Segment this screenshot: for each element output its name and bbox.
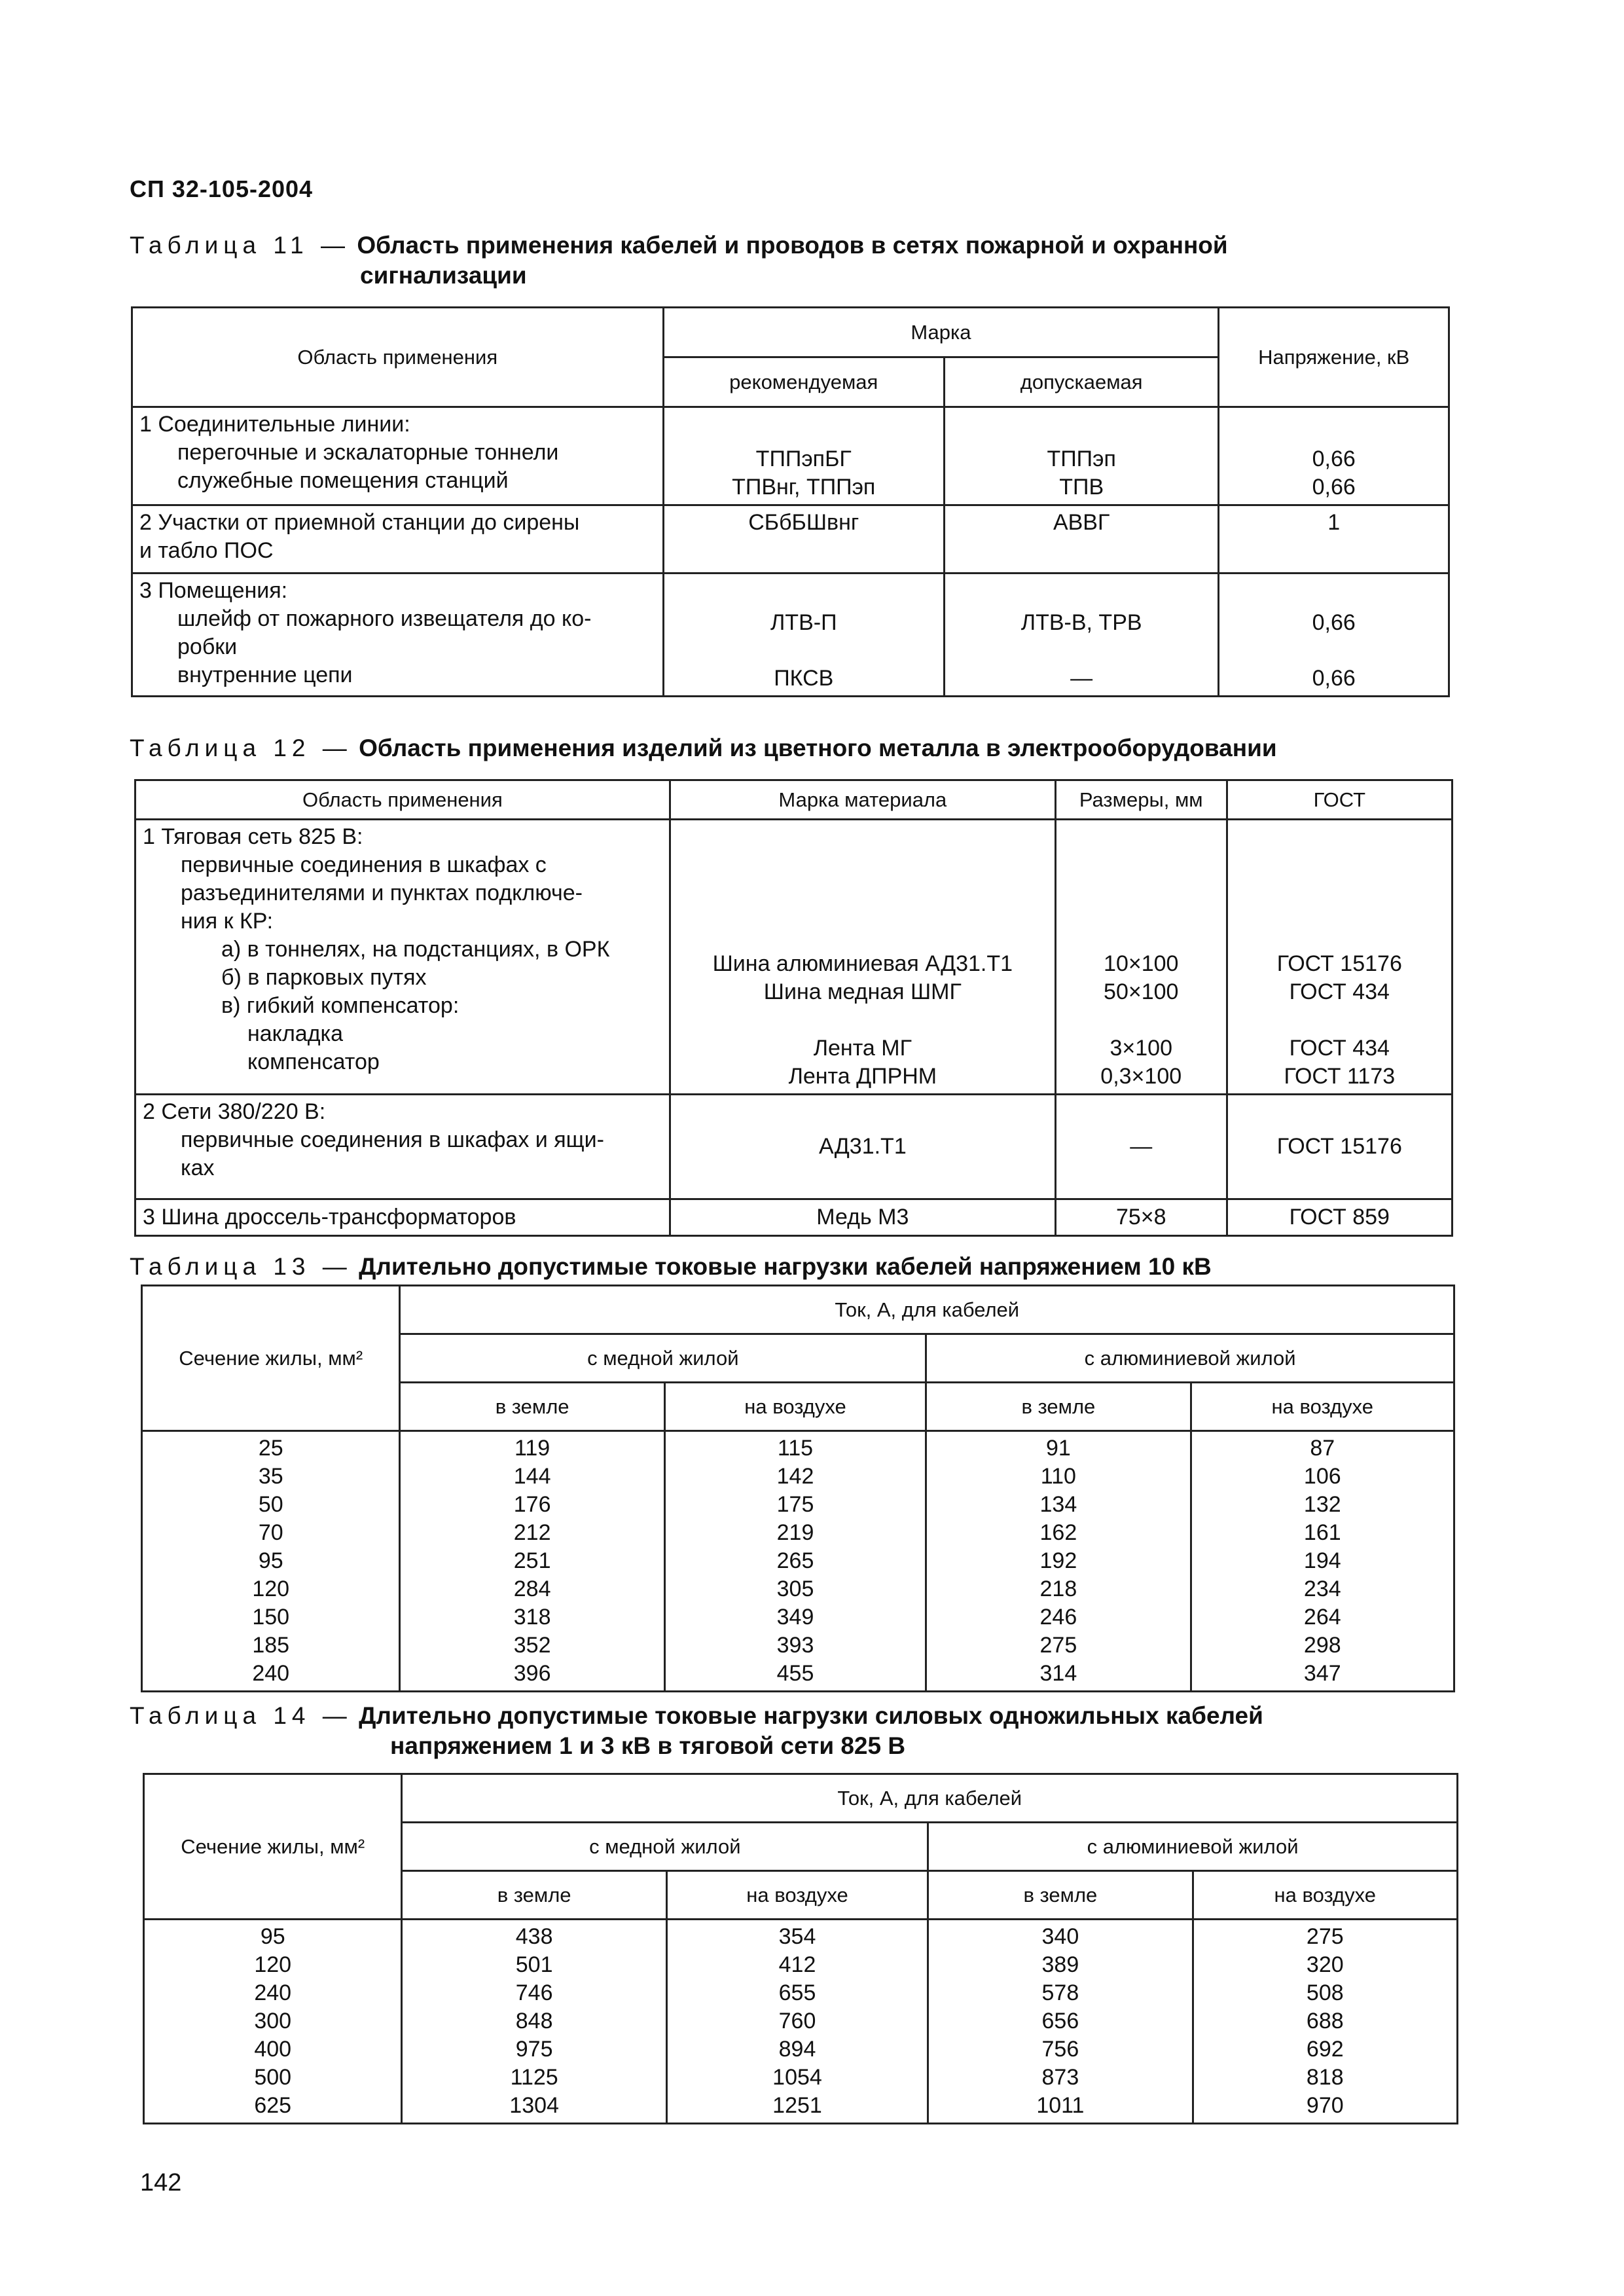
- table-cell-value: 95: [258, 1548, 283, 1573]
- cell-text: 1: [1219, 505, 1449, 574]
- t14-header-al-ground: в земле: [928, 1871, 1193, 1920]
- table-14-title: Длительно допустимые токовые нагрузки силовых одножильных кабелей: [359, 1702, 1263, 1729]
- table-14-label: Таблица 14 —: [130, 1702, 352, 1729]
- table-cell-value: 194: [1303, 1548, 1341, 1573]
- t12-header-size: Размеры, мм: [1055, 780, 1227, 820]
- table-cell-value: 120: [252, 1576, 290, 1601]
- t13-header-al-ground: в земле: [926, 1383, 1191, 1431]
- t13-header-copper: с медной жилой: [400, 1334, 926, 1383]
- cell-text: накладка: [247, 1021, 344, 1046]
- table-11-caption: [130, 230, 1228, 291]
- table-cell-value: 501: [515, 1952, 553, 1977]
- cell-text: 50×100: [1104, 979, 1179, 1004]
- table-14: [143, 1773, 1458, 2124]
- t11-header-area: Область применения: [132, 308, 664, 407]
- cell-text: Шина медная ШМГ: [763, 979, 962, 1004]
- table-11-label: Таблица 11 —: [130, 232, 351, 259]
- cell-text: шлейф от пожарного извещателя до ко-: [177, 606, 592, 631]
- table-cell-value: 818: [1306, 2065, 1344, 2090]
- t12-header-material: Марка материала: [670, 780, 1055, 820]
- table-12-label: Таблица 12 —: [130, 735, 352, 761]
- column-al-ground: [926, 1431, 1191, 1692]
- cell-text: ПКСВ: [774, 666, 834, 691]
- cell-text: 1 Соединительные линии:: [139, 412, 410, 437]
- table-cell-value: 848: [515, 2009, 553, 2033]
- t14-header-cu-ground: в земле: [402, 1871, 666, 1920]
- table-cell-value: 50: [258, 1492, 283, 1517]
- table-cell-value: 318: [513, 1605, 551, 1630]
- cell-text: внутренние цепи: [177, 663, 353, 687]
- cell-text: 0,66: [1312, 446, 1356, 471]
- table-cell-value: 975: [515, 2037, 553, 2062]
- t14-header-al-air: на воздухе: [1193, 1871, 1457, 1920]
- table-13-caption: [130, 1252, 1212, 1282]
- table-13: [141, 1285, 1455, 1692]
- table-cell-value: 91: [1045, 1436, 1071, 1461]
- cell-text: ния к КР:: [181, 909, 274, 934]
- column-cu-air: [666, 1920, 928, 2124]
- table-cell-value: 95: [260, 1924, 285, 1949]
- table-cell-value: 132: [1303, 1492, 1341, 1517]
- cell-text: ках: [181, 1156, 215, 1180]
- table-cell-value: 119: [514, 1436, 550, 1461]
- table-row: [135, 1095, 1453, 1199]
- cell-text: и табло ПОС: [139, 538, 274, 563]
- cell-text: 1 Тяговая сеть 825 В:: [143, 824, 363, 849]
- table-14-title-cont: напряжением 1 и 3 кВ в тяговой сети 825 В: [390, 1732, 906, 1759]
- table-body-row: [142, 1431, 1454, 1692]
- t14-header-cu-air: на воздухе: [666, 1871, 928, 1920]
- table-cell-value: 246: [1039, 1605, 1077, 1630]
- column-al-air: [1193, 1920, 1457, 2124]
- table-cell-value: 1304: [509, 2093, 559, 2118]
- cell-text: 0,66: [1312, 610, 1356, 635]
- cell-text: ГОСТ 859: [1227, 1199, 1452, 1236]
- table-cell-value: 396: [513, 1661, 551, 1686]
- table-cell-value: 284: [513, 1576, 551, 1601]
- cell-text: Лента ДПРНМ: [788, 1064, 937, 1089]
- table-cell-value: 134: [1039, 1492, 1077, 1517]
- table-12-title: Область применения изделий из цветного металла в электрооборудовании: [359, 735, 1277, 761]
- t14-header-aluminium: с алюминиевой жилой: [928, 1823, 1458, 1871]
- cell-text: —: [1055, 1095, 1227, 1199]
- t13-header-cu-air: на воздухе: [664, 1383, 926, 1431]
- t12-header-gost: ГОСТ: [1227, 780, 1452, 820]
- table-cell-value: 655: [778, 1980, 816, 2005]
- table-13-title: Длительно допустимые токовые нагрузки кабелей напряжением 10 кВ: [359, 1253, 1212, 1280]
- table-12-caption: [130, 733, 1277, 763]
- table-cell-value: 218: [1039, 1576, 1077, 1601]
- cell-text: ТПВнг, ТППэп: [732, 475, 876, 500]
- table-cell-value: 150: [252, 1605, 290, 1630]
- table-cell-value: 35: [258, 1464, 283, 1489]
- cell-text: 10×100: [1104, 951, 1179, 976]
- t14-header-copper: с медной жилой: [402, 1823, 928, 1871]
- table-cell-value: 192: [1039, 1548, 1077, 1573]
- cell-text: компенсатор: [247, 1049, 380, 1074]
- table-cell-value: 234: [1303, 1576, 1341, 1601]
- cell-text: в) гибкий компенсатор:: [221, 993, 460, 1018]
- table-cell-value: 352: [513, 1633, 551, 1658]
- table-cell-value: 412: [778, 1952, 816, 1977]
- t12-header-area: Область применения: [135, 780, 670, 820]
- table-cell-value: 240: [254, 1980, 292, 2005]
- table-cell-value: 873: [1041, 2065, 1079, 2090]
- cell-text: Лента МГ: [813, 1036, 912, 1061]
- table-cell-value: 508: [1306, 1980, 1344, 2005]
- table-cell-value: 115: [777, 1436, 814, 1461]
- t13-header-section: Сечение жилы, мм²: [142, 1286, 400, 1431]
- cell-text: ГОСТ 1173: [1284, 1064, 1396, 1089]
- table-cell-value: 87: [1310, 1436, 1335, 1461]
- cell-text: 3 Помещения:: [139, 578, 288, 603]
- table-cell-value: 275: [1306, 1924, 1344, 1949]
- table-row: [132, 574, 1449, 697]
- table-cell-value: 120: [254, 1952, 292, 1977]
- column-cu-ground: [400, 1431, 664, 1692]
- table-cell-value: 110: [1040, 1464, 1076, 1489]
- column-al-air: [1191, 1431, 1454, 1692]
- table-cell-value: 162: [1039, 1520, 1077, 1545]
- table-cell-value: 340: [1041, 1924, 1079, 1949]
- table-cell-value: 746: [515, 1980, 553, 2005]
- table-body-row: [144, 1920, 1458, 2124]
- cell-text: СБбБШвнг: [663, 505, 944, 574]
- table-cell-value: 1251: [772, 2093, 822, 2118]
- table-cell-value: 305: [776, 1576, 814, 1601]
- table-cell-value: 692: [1306, 2037, 1344, 2062]
- cell-text: первичные соединения в шкафах с: [181, 852, 547, 877]
- page-number: 142: [140, 2169, 182, 2196]
- column-cu-ground: [402, 1920, 666, 2124]
- t11-header-voltage: Напряжение, кВ: [1219, 308, 1449, 407]
- cell-text: ЛТВ-В, ТРВ: [1020, 610, 1142, 635]
- table-cell-value: 265: [776, 1548, 814, 1573]
- cell-text: а) в тоннелях, на подстанциях, в ОРК: [221, 937, 610, 962]
- table-cell-value: 756: [1041, 2037, 1079, 2062]
- column-cu-air: [664, 1431, 926, 1692]
- table-cell-value: 320: [1306, 1952, 1344, 1977]
- table-11-title-cont: сигнализации: [360, 262, 527, 289]
- table-cell-value: 393: [776, 1633, 814, 1658]
- table-cell-value: 389: [1041, 1952, 1079, 1977]
- cell-text: 2 Участки от приемной станции до сирены: [139, 510, 580, 535]
- table-cell-value: 251: [513, 1548, 551, 1573]
- t13-header-cu-ground: в земле: [400, 1383, 664, 1431]
- table-cell-value: 1054: [772, 2065, 822, 2090]
- cell-text: ГОСТ 15176: [1227, 1095, 1452, 1199]
- t11-header-allowed: допускаемая: [944, 357, 1218, 407]
- table-cell-value: 455: [776, 1661, 814, 1686]
- document-code: СП 32-105-2004: [130, 175, 314, 202]
- cell-text: перегочные и эскалаторные тоннели: [177, 440, 559, 465]
- cell-text: ГОСТ 15176: [1276, 951, 1402, 976]
- table-cell-value: 400: [254, 2037, 292, 2062]
- cell-text: Медь М3: [670, 1199, 1055, 1236]
- table-cell-value: 625: [254, 2093, 292, 2118]
- table-cell-value: 176: [513, 1492, 551, 1517]
- cell-text: 0,3×100: [1100, 1064, 1182, 1089]
- table-cell-value: 70: [258, 1520, 283, 1545]
- cell-text: 0,66: [1312, 475, 1356, 500]
- cell-text: 2 Сети 380/220 В:: [143, 1099, 326, 1124]
- table-14-caption: [130, 1701, 1263, 1761]
- column-al-ground: [928, 1920, 1193, 2124]
- cell-text: 0,66: [1312, 666, 1356, 691]
- t14-header-current: Ток, А, для кабелей: [402, 1774, 1458, 1823]
- cell-text: первичные соединения в шкафах и ящи-: [181, 1127, 604, 1152]
- table-row: [132, 505, 1449, 574]
- table-cell-value: 347: [1303, 1661, 1341, 1686]
- cell-text: 3×100: [1110, 1036, 1172, 1061]
- table-cell-value: 144: [513, 1464, 551, 1489]
- table-cell-value: 298: [1303, 1633, 1341, 1658]
- table-row: [132, 407, 1449, 505]
- cell-text: АД31.Т1: [670, 1095, 1055, 1199]
- table-cell-value: 578: [1041, 1980, 1079, 2005]
- table-cell-value: 500: [254, 2065, 292, 2090]
- table-11: [131, 306, 1450, 697]
- cell-text: ГОСТ 434: [1289, 979, 1390, 1004]
- cell-text: АВВГ: [944, 505, 1218, 574]
- cell-text: Шина алюминиевая АД31.Т1: [712, 951, 1013, 976]
- table-cell-value: 185: [252, 1633, 290, 1658]
- table-cell-value: 219: [776, 1520, 814, 1545]
- table-cell-value: 349: [776, 1605, 814, 1630]
- cell-text: разъединителями и пунктах подключе-: [181, 881, 583, 905]
- cell-text: ЛТВ-П: [770, 610, 837, 635]
- cell-text: ТПВ: [1059, 475, 1104, 500]
- table-cell-value: 656: [1041, 2009, 1079, 2033]
- table-cell-value: 275: [1039, 1633, 1077, 1658]
- table-cell-value: 760: [778, 2009, 816, 2033]
- cell-text: —: [1070, 666, 1093, 691]
- table-13-label: Таблица 13 —: [130, 1253, 352, 1280]
- table-cell-value: 438: [515, 1924, 553, 1949]
- t14-header-section: Сечение жилы, мм²: [144, 1774, 402, 1920]
- column-section: [142, 1431, 400, 1692]
- table-cell-value: 106: [1303, 1464, 1341, 1489]
- table-cell-value: 1011: [1036, 2093, 1085, 2118]
- cell-text: 75×8: [1055, 1199, 1227, 1236]
- table-cell-value: 212: [513, 1520, 551, 1545]
- t11-header-mark: Марка: [663, 308, 1219, 357]
- table-cell-value: 264: [1303, 1605, 1341, 1630]
- table-cell-value: 240: [252, 1661, 290, 1686]
- t13-header-al-air: на воздухе: [1191, 1383, 1454, 1431]
- cell-text: ГОСТ 434: [1289, 1036, 1390, 1061]
- column-section: [144, 1920, 402, 2124]
- table-cell-value: 300: [254, 2009, 292, 2033]
- table-cell-value: 314: [1039, 1661, 1077, 1686]
- t13-header-current: Ток, А, для кабелей: [400, 1286, 1454, 1334]
- table-12: [134, 779, 1453, 1237]
- cell-text: ТППэпБГ: [755, 446, 852, 471]
- table-cell-value: 161: [1303, 1520, 1341, 1545]
- cell-text: 3 Шина дроссель-трансформаторов: [135, 1199, 670, 1236]
- t11-header-recommended: рекомендуемая: [663, 357, 944, 407]
- cell-text: служебные помещения станций: [177, 468, 509, 493]
- t13-header-aluminium: с алюминиевой жилой: [926, 1334, 1454, 1383]
- table-row: [135, 820, 1453, 1095]
- table-11-title: Область применения кабелей и проводов в сетях пожарной и охранной: [357, 232, 1228, 259]
- table-cell-value: 894: [778, 2037, 816, 2062]
- table-cell-value: 25: [258, 1436, 283, 1461]
- table-cell-value: 688: [1306, 2009, 1344, 2033]
- table-cell-value: 970: [1306, 2093, 1344, 2118]
- table-cell-value: 354: [778, 1924, 816, 1949]
- table-cell-value: 1125: [510, 2065, 558, 2090]
- table-cell-value: 175: [776, 1492, 814, 1517]
- cell-text: робки: [177, 634, 238, 659]
- cell-text: ТППэп: [1047, 446, 1116, 471]
- cell-text: б) в парковых путях: [221, 965, 427, 990]
- table-cell-value: 142: [776, 1464, 814, 1489]
- table-row: [135, 1199, 1453, 1236]
